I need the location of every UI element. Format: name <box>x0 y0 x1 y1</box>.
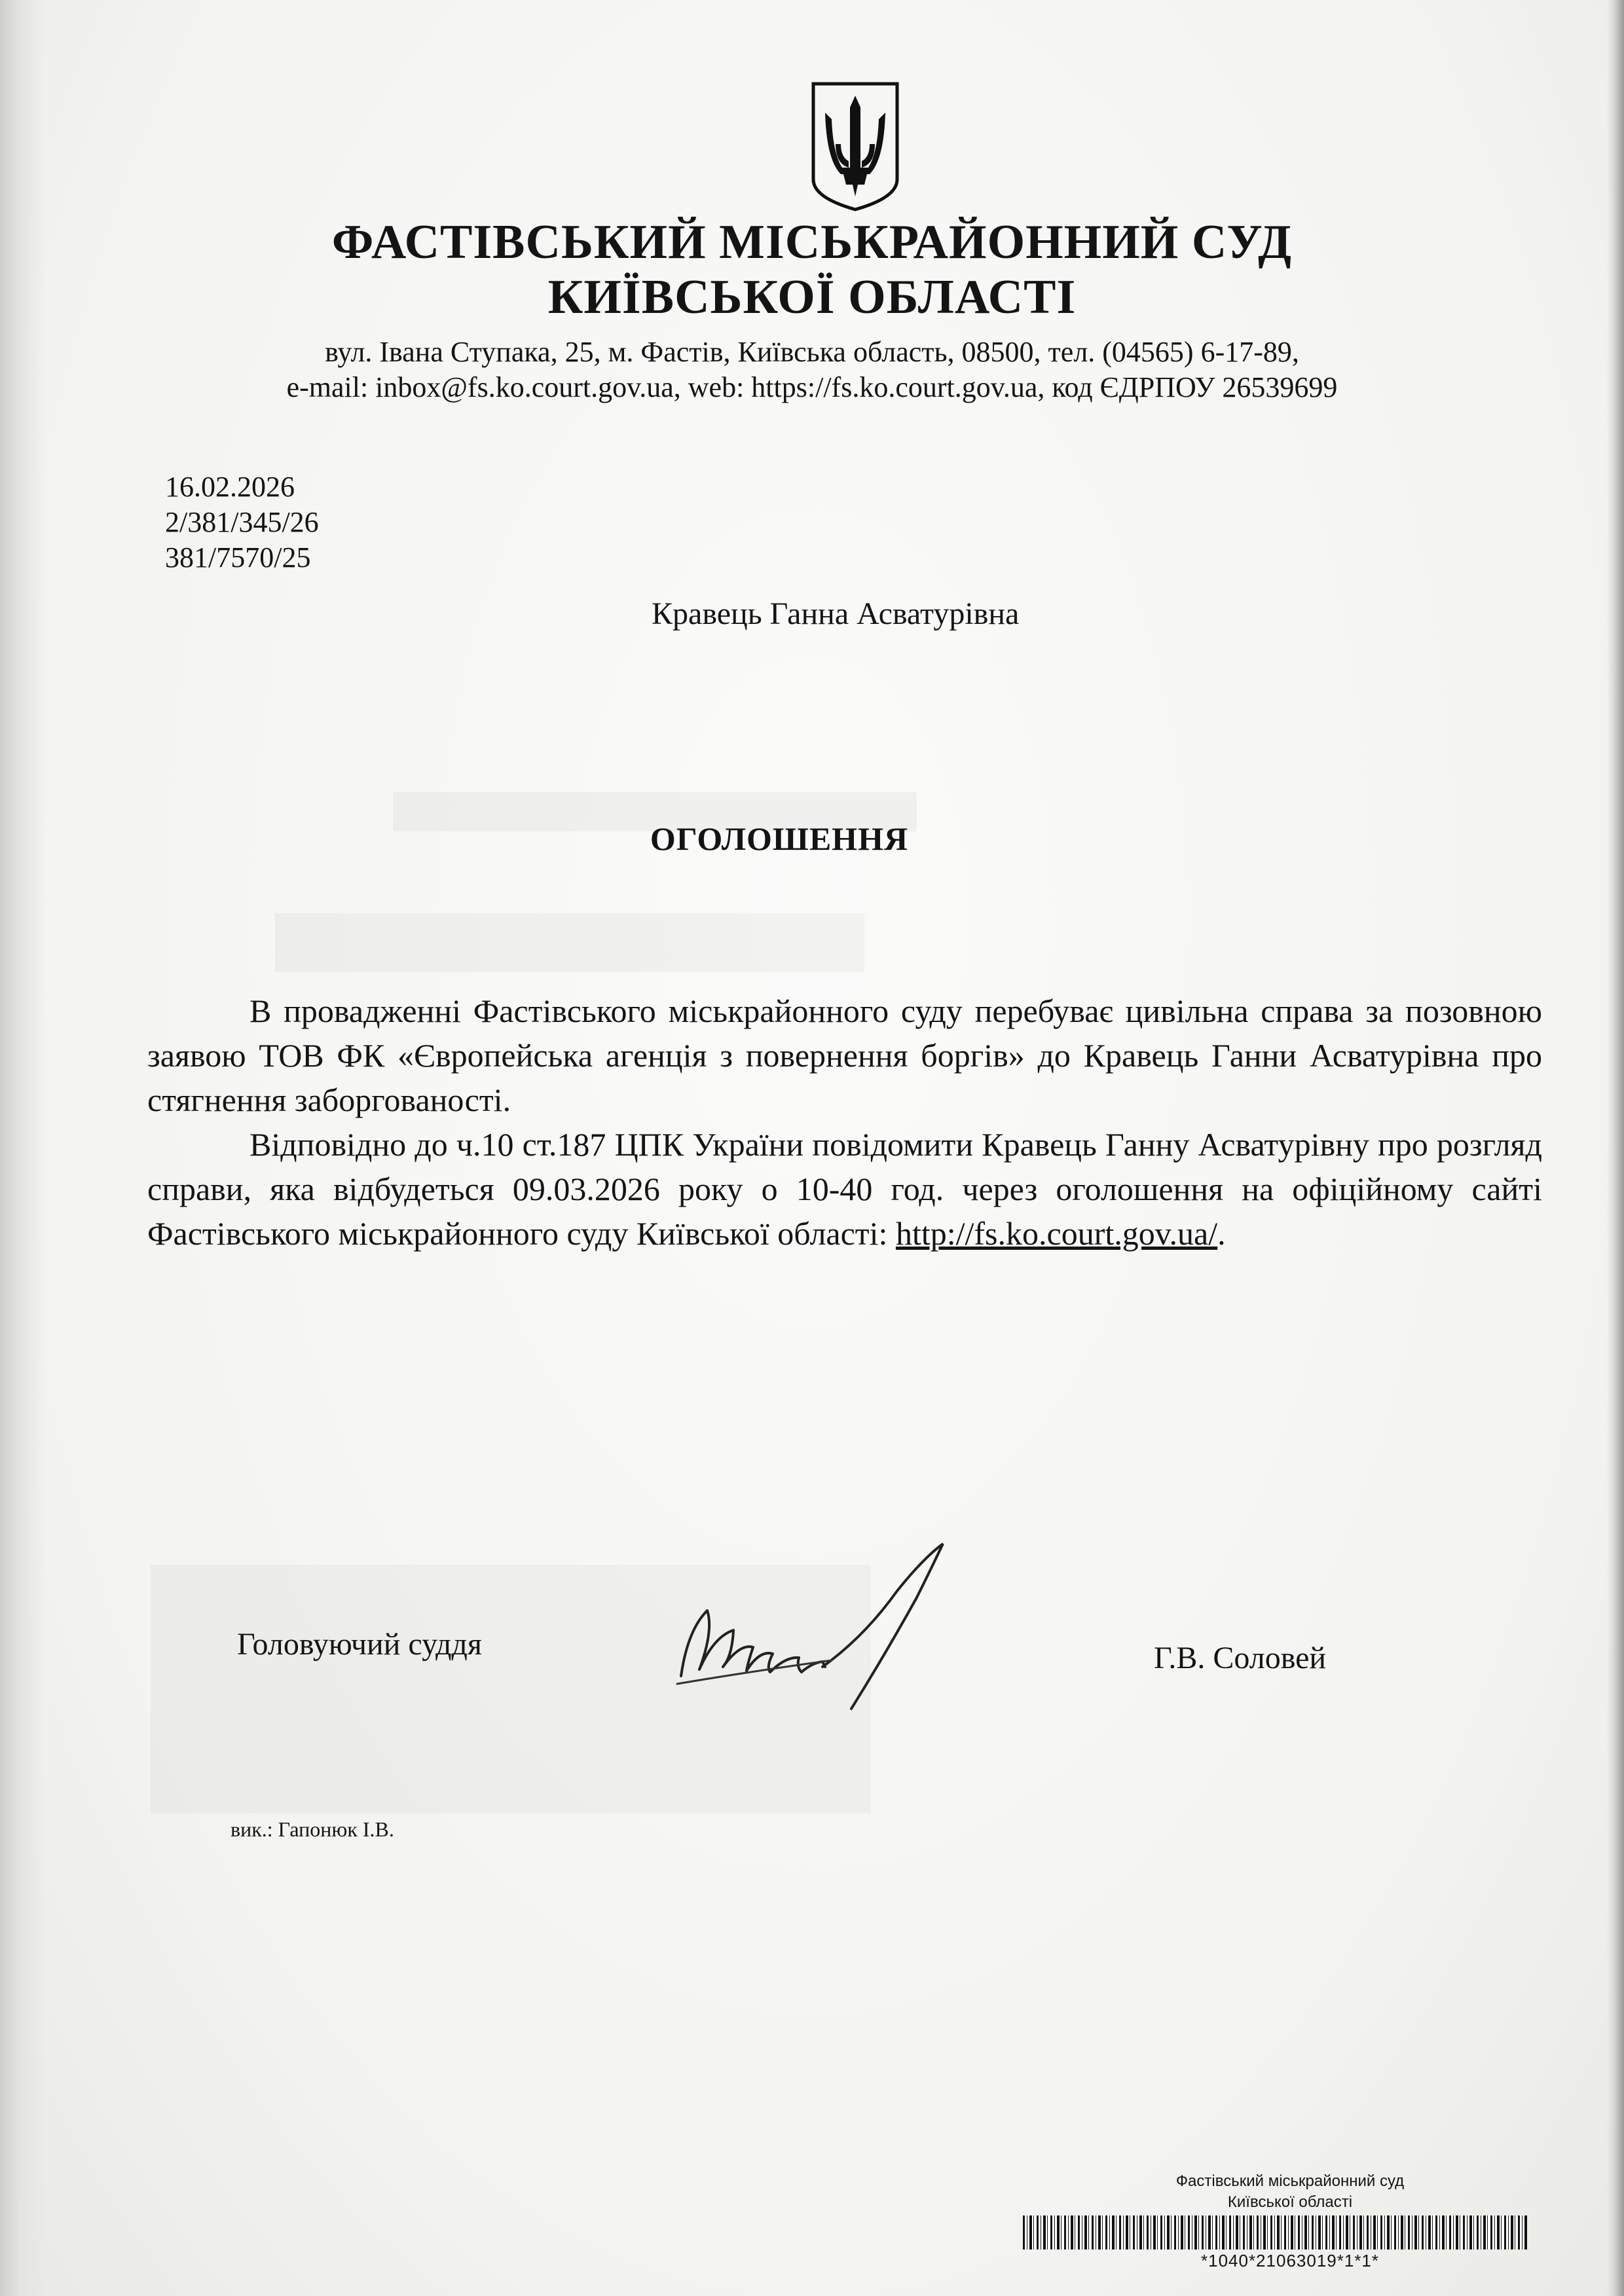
body-paragraph-1: В провадженні Фастівського міськрайонного суду перебуває цивільна справа за позовною заявою ТОВ ФК «Європейська агенція з повернення боргів» до Кравець Ганни Асватурівна про стягнення заборгованості. <box>147 993 1542 1118</box>
signature-icon <box>668 1532 982 1715</box>
document-title: ОГОЛОШЕННЯ <box>650 820 909 857</box>
court-address: вул. Івана Ступака, 25, м. Фастів, Київська область, 08500, тел. (04565) 6-17-89, <box>325 336 1299 368</box>
outgoing-number: 2/381/345/26 <box>165 506 319 538</box>
body-paragraph-2 <box>147 1122 1542 1256</box>
court-website-link[interactable]: http://fs.ko.court.gov.ua/ <box>895 1215 1218 1252</box>
body-paragraph-2-end: . <box>1217 1215 1226 1252</box>
court-web-contacts: e-mail: inbox@fs.ko.court.gov.ua, web: https://fs.ko.court.gov.ua, код ЄДРПОУ 26539699 <box>286 371 1338 403</box>
judge-name: Г.В. Соловей <box>1154 1641 1327 1675</box>
body-paragraph-2-text: Відповідно до ч.10 ст.187 ЦПК України повідомити Кравець Ганну Асватурівну про розгляд справи, яка відбудеться 09.03.2026 року о 10-40 год. через оголошення на офіційному сайті Фастівського міськрайонного суду Київської області: <box>147 1126 1542 1252</box>
coat-of-arms-icon <box>809 81 901 212</box>
barcode-number: *1040*21063019*1*1* <box>1200 2251 1380 2270</box>
bleed-through-shadow <box>275 913 864 972</box>
court-name-line1: ФАСТІВСЬКИЙ МІСЬКРАЙОННИЙ СУД <box>331 215 1293 269</box>
registry-court-name: Фастівський міськрайонний суд <box>1175 2172 1405 2190</box>
case-number: 381/7570/25 <box>165 541 311 574</box>
announcement-body <box>147 989 1542 1256</box>
addressee: Кравець Ганна Асватурівна <box>652 596 1020 631</box>
registry-court-region: Київської області <box>1227 2193 1353 2211</box>
registry-barcode <box>1023 2215 1527 2250</box>
executor-name: вик.: Гапонюк І.В. <box>231 1817 394 1841</box>
judge-position: Головуючий суддя <box>237 1627 482 1662</box>
court-name-line2: КИЇВСЬКОЇ ОБЛАСТІ <box>547 270 1077 324</box>
document-date: 16.02.2026 <box>165 471 295 503</box>
